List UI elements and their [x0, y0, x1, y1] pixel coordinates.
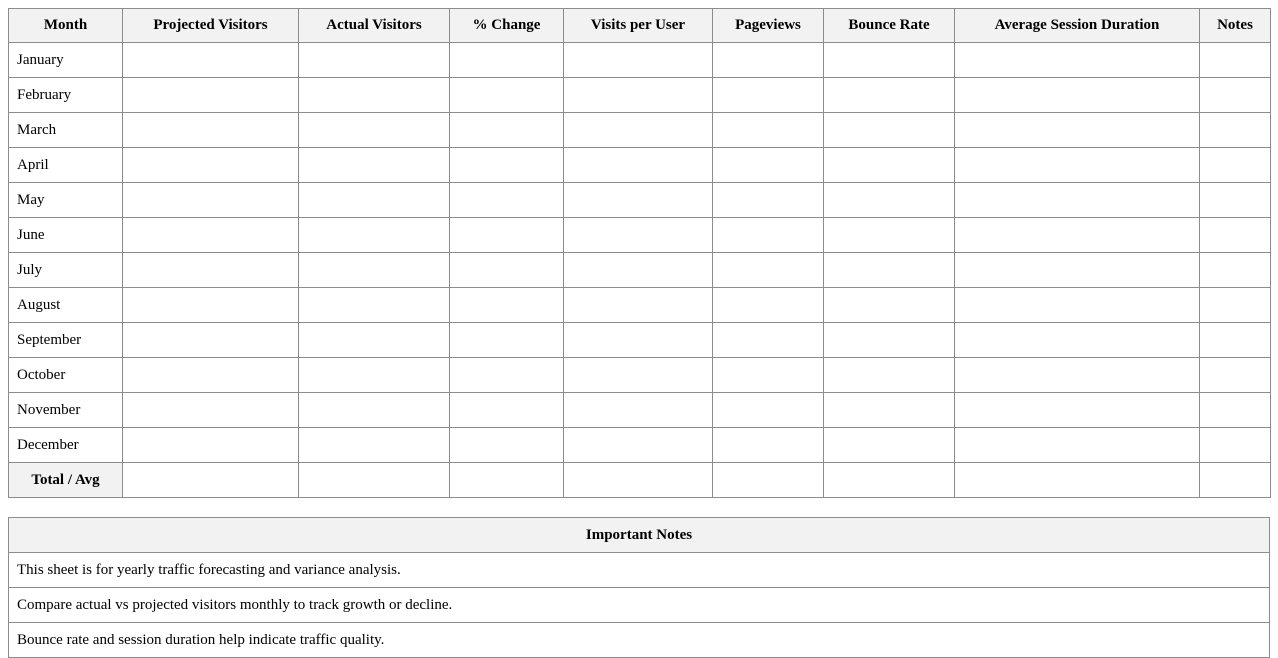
month-label: December [9, 428, 123, 463]
month-label: May [9, 183, 123, 218]
header-percent-change: % Change [450, 9, 564, 43]
percent-change-cell[interactable] [450, 288, 564, 323]
pageviews-cell[interactable] [713, 113, 824, 148]
total-projected-visitors-cell[interactable] [123, 463, 299, 498]
table-row [9, 218, 1271, 253]
average-session-duration-cell[interactable] [955, 393, 1200, 428]
actual-visitors-cell[interactable] [299, 113, 450, 148]
pageviews-cell[interactable] [713, 253, 824, 288]
visits-per-user-cell[interactable] [564, 393, 713, 428]
percent-change-cell[interactable] [450, 358, 564, 393]
visits-per-user-cell[interactable] [564, 218, 713, 253]
projected-visitors-cell[interactable] [123, 358, 299, 393]
projected-visitors-cell[interactable] [123, 113, 299, 148]
pageviews-cell[interactable] [713, 393, 824, 428]
percent-change-cell[interactable] [450, 428, 564, 463]
month-label: October [9, 358, 123, 393]
projected-visitors-cell[interactable] [123, 288, 299, 323]
average-session-duration-cell[interactable] [955, 358, 1200, 393]
visits-per-user-cell[interactable] [564, 183, 713, 218]
bounce-rate-cell[interactable] [824, 393, 955, 428]
actual-visitors-cell[interactable] [299, 358, 450, 393]
note-text: Bounce rate and session duration help indicate traffic quality. [9, 623, 1270, 658]
pageviews-cell[interactable] [713, 183, 824, 218]
month-label: August [9, 288, 123, 323]
month-label: February [9, 78, 123, 113]
bounce-rate-cell[interactable] [824, 253, 955, 288]
projected-visitors-cell[interactable] [123, 393, 299, 428]
notes-cell[interactable] [1200, 323, 1271, 358]
header-projected-visitors: Projected Visitors [123, 9, 299, 43]
percent-change-cell[interactable] [450, 253, 564, 288]
percent-change-cell[interactable] [450, 113, 564, 148]
actual-visitors-cell[interactable] [299, 393, 450, 428]
note-row [9, 553, 1270, 588]
percent-change-cell[interactable] [450, 218, 564, 253]
month-label: April [9, 148, 123, 183]
bounce-rate-cell[interactable] [824, 43, 955, 78]
total-bounce-rate-cell[interactable] [824, 463, 955, 498]
projected-visitors-cell[interactable] [123, 323, 299, 358]
pageviews-cell[interactable] [713, 148, 824, 183]
pageviews-cell[interactable] [713, 358, 824, 393]
notes-cell[interactable] [1200, 393, 1271, 428]
bounce-rate-cell[interactable] [824, 428, 955, 463]
table-row [9, 393, 1271, 428]
pageviews-cell[interactable] [713, 428, 824, 463]
visits-per-user-cell[interactable] [564, 78, 713, 113]
bounce-rate-cell[interactable] [824, 183, 955, 218]
table-row [9, 78, 1271, 113]
actual-visitors-cell[interactable] [299, 218, 450, 253]
average-session-duration-cell[interactable] [955, 218, 1200, 253]
average-session-duration-cell[interactable] [955, 43, 1200, 78]
bounce-rate-cell[interactable] [824, 78, 955, 113]
notes-cell[interactable] [1200, 148, 1271, 183]
notes-cell[interactable] [1200, 78, 1271, 113]
percent-change-cell[interactable] [450, 393, 564, 428]
average-session-duration-cell[interactable] [955, 113, 1200, 148]
bounce-rate-cell[interactable] [824, 358, 955, 393]
note-row [9, 588, 1270, 623]
percent-change-cell[interactable] [450, 43, 564, 78]
important-notes-table [8, 517, 1270, 658]
header-visits-per-user: Visits per User [564, 9, 713, 43]
header-actual-visitors: Actual Visitors [299, 9, 450, 43]
table-row [9, 148, 1271, 183]
pageviews-cell[interactable] [713, 78, 824, 113]
month-label: September [9, 323, 123, 358]
table-row [9, 43, 1271, 78]
notes-cell[interactable] [1200, 428, 1271, 463]
average-session-duration-cell[interactable] [955, 78, 1200, 113]
actual-visitors-cell[interactable] [299, 288, 450, 323]
total-notes-cell[interactable] [1200, 463, 1271, 498]
total-row [9, 463, 1271, 498]
note-row [9, 623, 1270, 658]
header-bounce-rate: Bounce Rate [824, 9, 955, 43]
projected-visitors-cell[interactable] [123, 43, 299, 78]
bounce-rate-cell[interactable] [824, 113, 955, 148]
notes-cell[interactable] [1200, 218, 1271, 253]
average-session-duration-cell[interactable] [955, 183, 1200, 218]
visits-per-user-cell[interactable] [564, 428, 713, 463]
header-month: Month [9, 9, 123, 43]
percent-change-cell[interactable] [450, 183, 564, 218]
total-average-session-duration-cell[interactable] [955, 463, 1200, 498]
header-row [9, 9, 1271, 43]
notes-cell[interactable] [1200, 358, 1271, 393]
total-percent-change-cell[interactable] [450, 463, 564, 498]
traffic-forecast-table [8, 8, 1271, 498]
projected-visitors-cell[interactable] [123, 428, 299, 463]
total-pageviews-cell[interactable] [713, 463, 824, 498]
visits-per-user-cell[interactable] [564, 43, 713, 78]
notes-cell[interactable] [1200, 183, 1271, 218]
bounce-rate-cell[interactable] [824, 288, 955, 323]
actual-visitors-cell[interactable] [299, 323, 450, 358]
header-pageviews: Pageviews [713, 9, 824, 43]
visits-per-user-cell[interactable] [564, 113, 713, 148]
visits-per-user-cell[interactable] [564, 253, 713, 288]
projected-visitors-cell[interactable] [123, 218, 299, 253]
visits-per-user-cell[interactable] [564, 323, 713, 358]
total-label: Total / Avg [9, 463, 123, 498]
percent-change-cell[interactable] [450, 323, 564, 358]
month-label: January [9, 43, 123, 78]
table-row [9, 323, 1271, 358]
table-row [9, 288, 1271, 323]
average-session-duration-cell[interactable] [955, 148, 1200, 183]
actual-visitors-cell[interactable] [299, 253, 450, 288]
bounce-rate-cell[interactable] [824, 323, 955, 358]
total-actual-visitors-cell[interactable] [299, 463, 450, 498]
average-session-duration-cell[interactable] [955, 428, 1200, 463]
projected-visitors-cell[interactable] [123, 78, 299, 113]
percent-change-cell[interactable] [450, 148, 564, 183]
visits-per-user-cell[interactable] [564, 148, 713, 183]
average-session-duration-cell[interactable] [955, 288, 1200, 323]
month-label: November [9, 393, 123, 428]
notes-cell[interactable] [1200, 253, 1271, 288]
header-average-session-duration: Average Session Duration [955, 9, 1200, 43]
notes-cell[interactable] [1200, 43, 1271, 78]
visits-per-user-cell[interactable] [564, 358, 713, 393]
table-row [9, 253, 1271, 288]
notes-title: Important Notes [9, 518, 1270, 553]
notes-cell[interactable] [1200, 113, 1271, 148]
table-row [9, 358, 1271, 393]
table-row [9, 113, 1271, 148]
actual-visitors-cell[interactable] [299, 43, 450, 78]
month-label: July [9, 253, 123, 288]
note-text: This sheet is for yearly traffic forecasting and variance analysis. [9, 553, 1270, 588]
projected-visitors-cell[interactable] [123, 253, 299, 288]
notes-cell[interactable] [1200, 288, 1271, 323]
bounce-rate-cell[interactable] [824, 148, 955, 183]
pageviews-cell[interactable] [713, 323, 824, 358]
bounce-rate-cell[interactable] [824, 218, 955, 253]
actual-visitors-cell[interactable] [299, 183, 450, 218]
visits-per-user-cell[interactable] [564, 288, 713, 323]
actual-visitors-cell[interactable] [299, 148, 450, 183]
table-row [9, 428, 1271, 463]
month-label: March [9, 113, 123, 148]
notes-header-row [9, 518, 1270, 553]
average-session-duration-cell[interactable] [955, 323, 1200, 358]
pageviews-cell[interactable] [713, 288, 824, 323]
table-row [9, 183, 1271, 218]
average-session-duration-cell[interactable] [955, 253, 1200, 288]
total-visits-per-user-cell[interactable] [564, 463, 713, 498]
projected-visitors-cell[interactable] [123, 148, 299, 183]
actual-visitors-cell[interactable] [299, 428, 450, 463]
projected-visitors-cell[interactable] [123, 183, 299, 218]
actual-visitors-cell[interactable] [299, 78, 450, 113]
pageviews-cell[interactable] [713, 43, 824, 78]
pageviews-cell[interactable] [713, 218, 824, 253]
month-label: June [9, 218, 123, 253]
percent-change-cell[interactable] [450, 78, 564, 113]
header-notes: Notes [1200, 9, 1271, 43]
note-text: Compare actual vs projected visitors monthly to track growth or decline. [9, 588, 1270, 623]
